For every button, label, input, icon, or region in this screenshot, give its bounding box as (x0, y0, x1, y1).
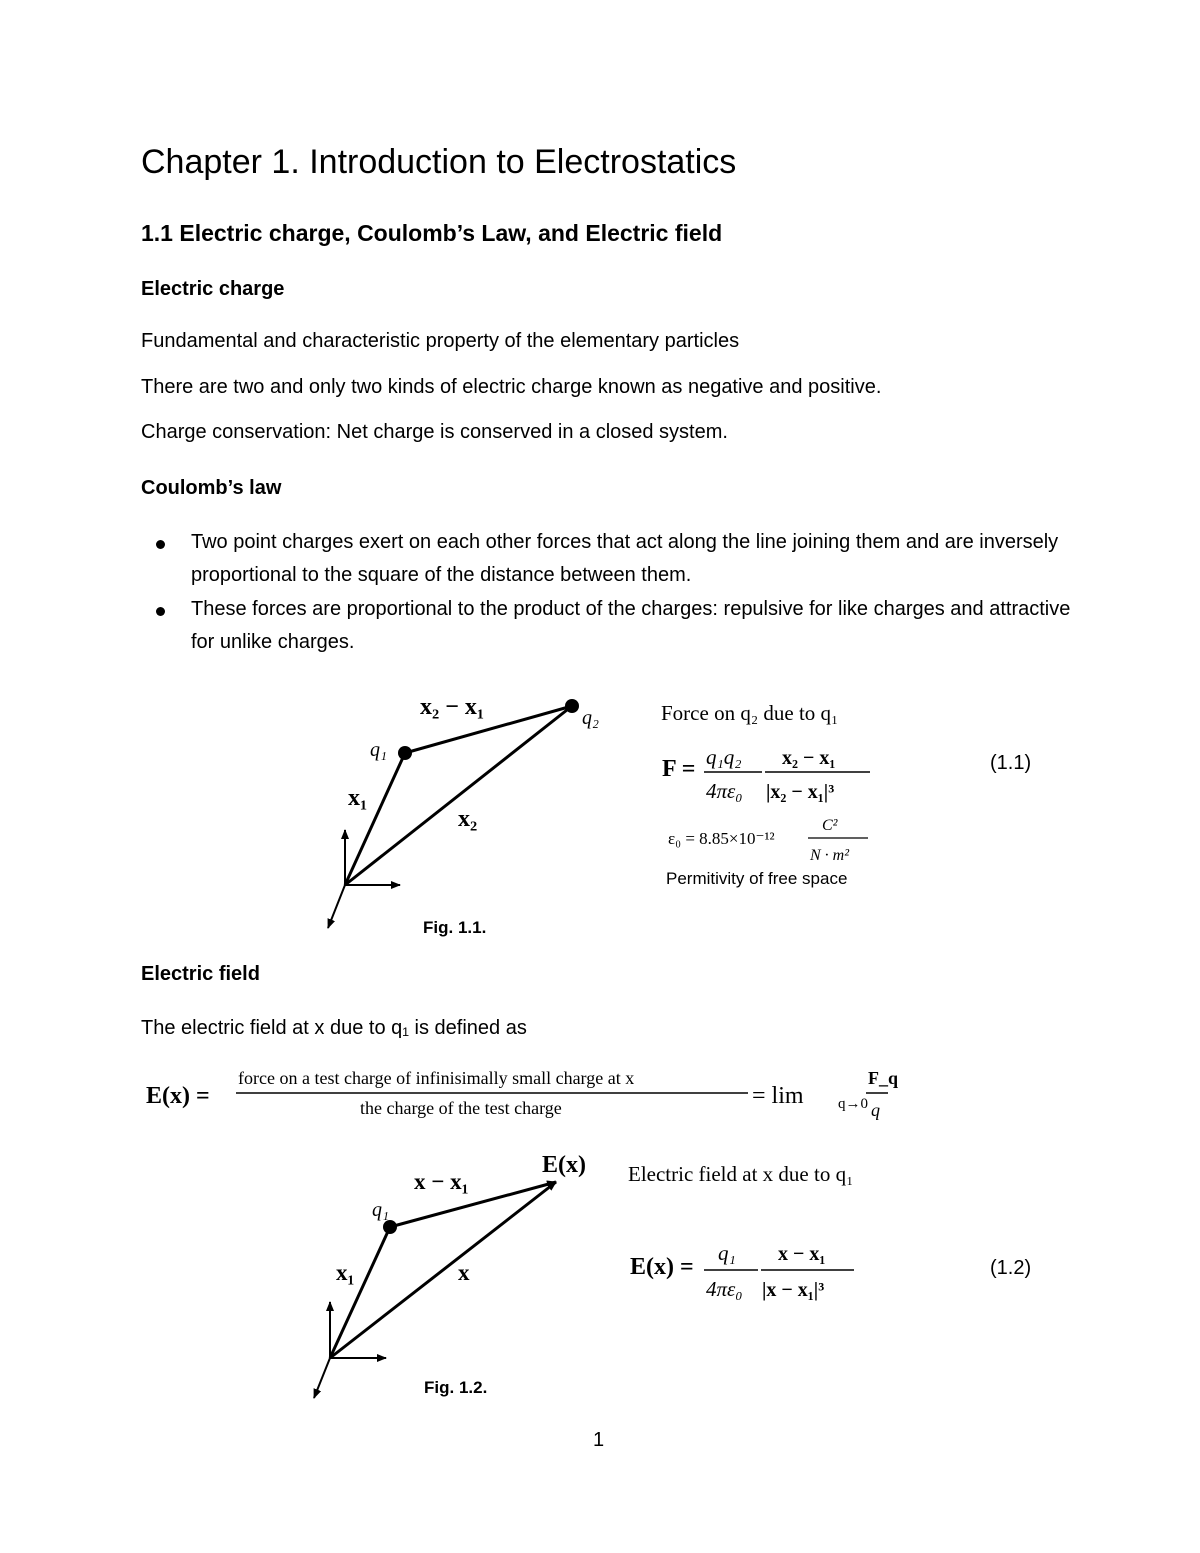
equation-1-2 (628, 1232, 868, 1312)
equation-2-number: (1.2) (990, 1257, 1032, 1279)
eq1-den-const: 4πε₀ (706, 779, 743, 803)
label-x1: x₁ (336, 1260, 355, 1285)
figure-1-diagram (300, 680, 640, 940)
page-number: 1 (593, 1429, 605, 1451)
figure-2-caption: Fig. 1.2. (424, 1378, 488, 1397)
label-E-field: E(x) (542, 1152, 586, 1178)
coulomb-heading: Coulomb’s law (141, 477, 282, 499)
charge-line-2: There are two and only two kinds of electric charge known as negative and positive. (141, 376, 882, 398)
eq2-num-vec: x − x₁ (778, 1243, 826, 1265)
electric-field-intro: The electric field at x due to q₁ is defined as (141, 1017, 527, 1039)
vector-x1 (345, 753, 405, 885)
axis-x-arrow (328, 885, 345, 928)
eq2-den-vec: |x − x₁|³ (762, 1279, 825, 1301)
label-q1: q₁ (370, 739, 387, 761)
eq1-den-vec: |x₂ − x₁|³ (766, 781, 835, 803)
eq1-eps-lhs: ε₀ = 8.85×10⁻¹² (668, 829, 775, 848)
bullet-icon (156, 540, 165, 549)
electric-charge-heading: Electric charge (141, 278, 285, 300)
eq1-num-vec: x₂ − x₁ (782, 747, 836, 769)
vector-x1 (330, 1227, 390, 1358)
equation-1-title: Force on q₂ due to q₁ (661, 701, 839, 725)
coulomb-bullet-1: Two point charges exert on each other forces that act along the line joining them and are inversely proportional to the square of the distance between them. (191, 531, 1059, 586)
charge-q2-dot (565, 699, 579, 713)
eq2-den-const: 4πε₀ (706, 1277, 743, 1301)
charge-q1-dot (383, 1220, 397, 1234)
eq2-num-charge: q₁ (718, 1241, 736, 1265)
permittivity-note: Permitivity of free space (666, 869, 848, 888)
label-x1: x₁ (348, 785, 368, 811)
equation-2-title: Electric field at x due to q₁ (628, 1162, 854, 1186)
charge-line-3: Charge conservation: Net charge is conserved in a closed system. (141, 421, 728, 443)
def-lhs: E(x) = (146, 1083, 210, 1109)
label-q1: q₁ (372, 1199, 389, 1221)
eq2-lhs: E(x) = (630, 1254, 694, 1280)
label-q2: q₂ (582, 707, 599, 729)
bullet-icon (156, 607, 165, 616)
charge-q1-dot (398, 746, 412, 760)
vector-x2 (345, 706, 572, 885)
axis-x-arrow (314, 1358, 330, 1398)
eq1-eps-den: N · m² (810, 847, 850, 864)
def-frac-num: F_q (868, 1068, 899, 1088)
label-x2: x₂ (458, 806, 478, 832)
eq1-num-charges: q₁q₂ (706, 745, 742, 769)
def-frac-den: q (871, 1100, 880, 1120)
def-lim: = lim (752, 1083, 804, 1109)
vector-x (330, 1182, 556, 1358)
section-title: 1.1 Electric charge, Coulomb’s Law, and Electric field (141, 220, 723, 246)
label-x2-minus-x1: x₂ − x₁ (420, 694, 485, 720)
coulomb-bullet-2: These forces are proportional to the product of the charges: repulsive for like charges and attractive for unlike charges. (191, 598, 1071, 653)
def-lim-sub: q→0 (838, 1096, 868, 1112)
equation-1-number: (1.1) (990, 752, 1032, 774)
field-definition-equation (140, 1060, 900, 1130)
def-denominator: the charge of the test charge (360, 1098, 562, 1118)
label-x-minus-x1: x − x₁ (414, 1169, 469, 1194)
eq1-lhs: F = (662, 756, 696, 782)
figure-1-caption: Fig. 1.1. (423, 918, 487, 937)
eq1-eps-num: C² (822, 817, 838, 834)
electric-field-heading: Electric field (141, 963, 260, 985)
charge-line-1: Fundamental and characteristic property of the elementary particles (141, 330, 740, 352)
label-x: x (458, 1260, 470, 1285)
chapter-title: Chapter 1. Introduction to Electrostatics (141, 143, 737, 181)
def-numerator: force on a test charge of infinisimally small charge at x (238, 1068, 635, 1088)
figure-2-diagram (290, 1140, 610, 1410)
